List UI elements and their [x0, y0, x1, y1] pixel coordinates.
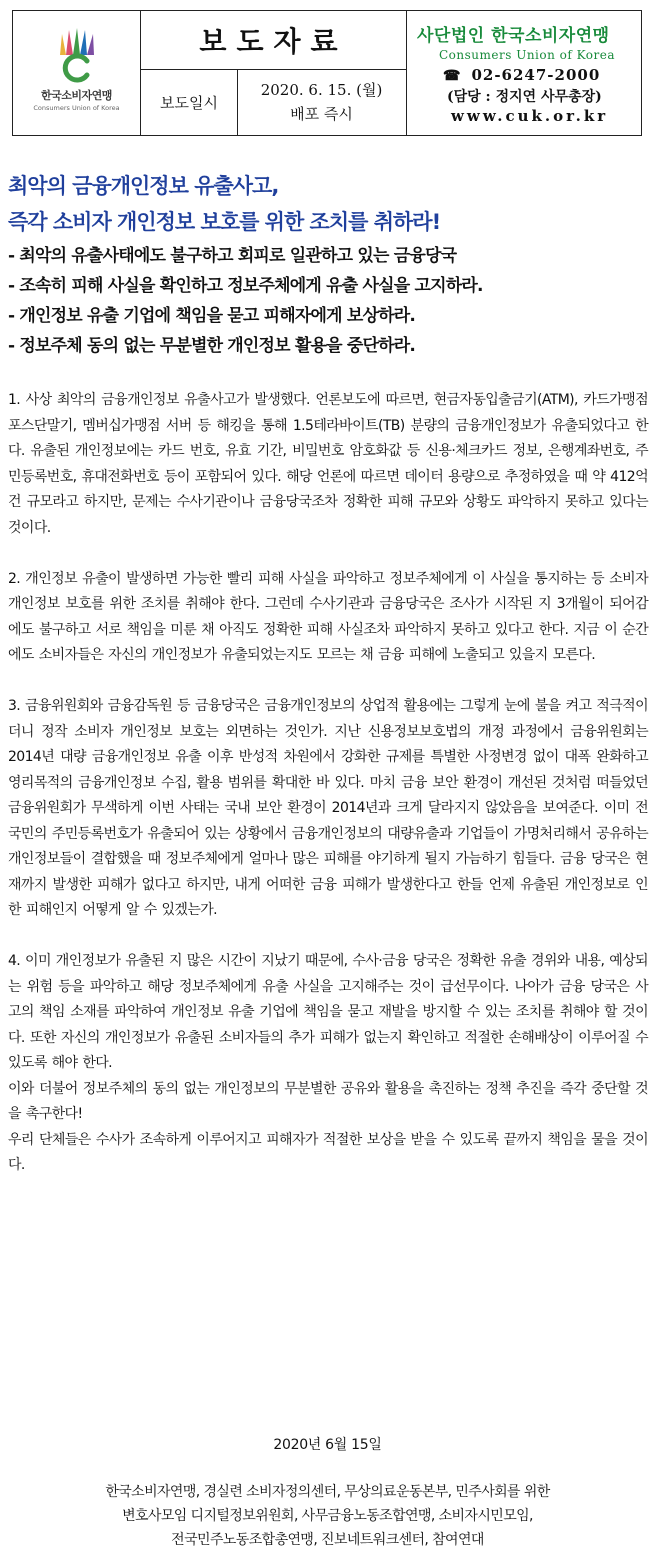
headline-line-1: 최악의 금융개인정보 유출사고,: [8, 174, 279, 198]
release-note: 배포 즉시: [290, 105, 353, 123]
org-logo: [13, 25, 140, 112]
body-paragraph-5: 이와 더불어 정보주체의 동의 없는 개인정보의 무분별한 공유와 활용을 촉진하는 정책 추진을 즉각 중단할 것을 촉구한다!: [8, 1080, 648, 1122]
cuk-logo-icon: [47, 25, 107, 83]
press-header-table: [12, 10, 642, 136]
body-paragraph-4: 4. 이미 개인정보가 유출된 지 많은 시간이 지났기 때문에, 수사·금융 당국은 정확한 유출 경위와 내용, 예상되는 위험 등을 파악하고 해당 정보주체에게 유출 사실을 고지해주는 것이 급선무이다. 나아가 금융 당국은 사고의 책임 소재를 파악하여 개인정보 유출 기업에 책임을 묻고 재발을 방지할 수 있는 조치를 취해야 할 것이다. 또한 자신의 개인정보가 유출된 소비자들의 추가 피해가 없는지 확인하고 적절한 손해배상이 이루어질 수 있도록 해야 한다.: [8, 953, 648, 1071]
body-paragraph-2: 2. 개인정보 유출이 발생하면 가능한 빨리 피해 사실을 파악하고 정보주체에게 이 사실을 통지하는 등 소비자 개인정보 보호를 위한 조치를 취해야 한다. 그런데 수사기관과 금융당국은 조사가 시작된 지 3개월이 되어감에도 불구하고 서로 책임을 미룬 채 아직도 정확한 피해 사실조차 파악하지 못하고 있다고 한다. 지금 이 순간에도 소비자들은 자신의 개인정보가 유출되었는지도 모르는 채 금융 피해에 노출되고 있을지 모른다.: [8, 570, 648, 663]
release-date-value: [237, 69, 406, 135]
signatory-line-3: 전국민주노동조합총연맹, 진보네트워크센터, 참여연대: [171, 1532, 484, 1548]
subpoint-list: [8, 241, 483, 361]
body-paragraph-1: 1. 사상 최악의 금융개인정보 유출사고가 발생했다. 언론보도에 따르면, 현금자동입출금기(ATM), 카드가맹점 포스단말기, 멤버십가맹점 서버 등 해킹을 통해 1.5테라바이트(TB) 분량의 금융개인정보가 유출되었다고 한다. 유출된 개인정보에는 카드 번호, 유효 기간, 비밀번호 암호화값 등 신용·체크카드 정보, 은행계좌번호, 주민등록번호, 휴대전화번호 등이 포함되어 있다. 해당 언론에 따르면 데이터 용량으로 추정하였을 때 약 412억건 규모라고 하지만, 문제는 수사기관이나 금융당국조차 정확한 피해 규모와 상황도 파악하지 못하고 있다는 것이다.: [8, 392, 648, 536]
headline-line-2: 즉각 소비자 개인정보 보호를 위한 조치를 취하라!: [8, 210, 441, 234]
body-paragraph-6: 우리 단체들은 수사가 조속하게 이루어지고 피해자가 적절한 보상을 받을 수 있도록 끝까지 책임을 물을 것이다.: [8, 1131, 648, 1173]
logo-name-ko: 한국소비자연맹: [41, 89, 112, 102]
signatory-line-1: 한국소비자연맹, 경실련 소비자정의센터, 무상의료운동본부, 민주사회를 위한: [105, 1484, 550, 1500]
subpoint-item: - 개인정보 유출 기업에 책임을 묻고 피해자에게 보상하라.: [8, 306, 416, 326]
subpoint-item: - 최악의 유출사태에도 불구하고 회피로 일관하고 있는 금융당국: [8, 246, 457, 266]
logo-name-en: Consumers Union of Korea: [33, 104, 120, 112]
signatory-line-2: 변호사모임 디지털정보위원회, 사무금융노동조합연맹, 소비자시민모임,: [122, 1508, 533, 1524]
signatory-orgs: [0, 1480, 655, 1552]
press-body: [8, 388, 648, 1179]
body-paragraph-3: 3. 금융위원회와 금융감독원 등 금융당국은 금융개인정보의 상업적 활용에는 그렇게 눈에 불을 켜고 적극적이더니 정작 소비자 개인정보 보호는 외면하는 것인가. 지난 신용정보보호법의 개정 과정에서 금융위원회는 2014년 대량 금융개인정보 유출 이후 반성적 차원에서 강화한 규제를 특별한 사정변경 없이 대폭 완화하고 영리목적의 금융개인정보 수집, 활용 범위를 확대한 바 있다. 마치 금융 보안 환경이 개선된 것처럼 떠들었던 금융위원회가 무색하게 이번 사태는 국내 보안 환경이 2014년과 크게 달라지지 않았음을 보여준다. 이미 전 국민의 주민등록번호가 유출되어 있는 상황에서 금융개인정보의 대량유출과 기업들이 가명처리해서 공유하는 개인정보들이 결합했을 때 정보주체에게 얼마나 많은 피해를 야기하게 될지 가늠하기 힘들다. 금융 당국은 현재까지 발생한 피해가 없다고 하지만, 내게 어떠한 금융 피해가 발생한다고 한들 언제 유출된 개인정보로 인한 피해인지 어떻게 알 수 있겠는가.: [8, 698, 648, 918]
logo-cell: [13, 11, 141, 135]
headline: [8, 168, 440, 240]
signature-date: 2020년 6월 15일: [273, 1437, 382, 1453]
release-date-label: 보도일시: [141, 69, 238, 135]
phone-number: 02-6247-2000: [471, 66, 601, 84]
org-info-cell: [407, 11, 641, 135]
subpoint-item: - 정보주체 동의 없는 무분별한 개인정보 활용을 중단하라.: [8, 336, 416, 356]
org-website-link[interactable]: www.cuk.or.kr: [451, 107, 609, 125]
doc-type-title: 보도자료: [141, 11, 406, 70]
title-date-cell: [141, 11, 407, 135]
org-phone: [443, 66, 600, 84]
telephone-icon: ☎: [443, 68, 462, 84]
release-date: 2020. 6. 15. (월): [260, 81, 383, 99]
org-name: 사단법인 한국소비자연맹: [417, 26, 610, 46]
org-name-en: Consumers Union of Korea: [439, 48, 615, 62]
subpoint-item: - 조속히 피해 사실을 확인하고 정보주체에게 유출 사실을 고지하라.: [8, 276, 483, 296]
org-contact: (담당 : 정지연 사무총장): [447, 89, 602, 105]
